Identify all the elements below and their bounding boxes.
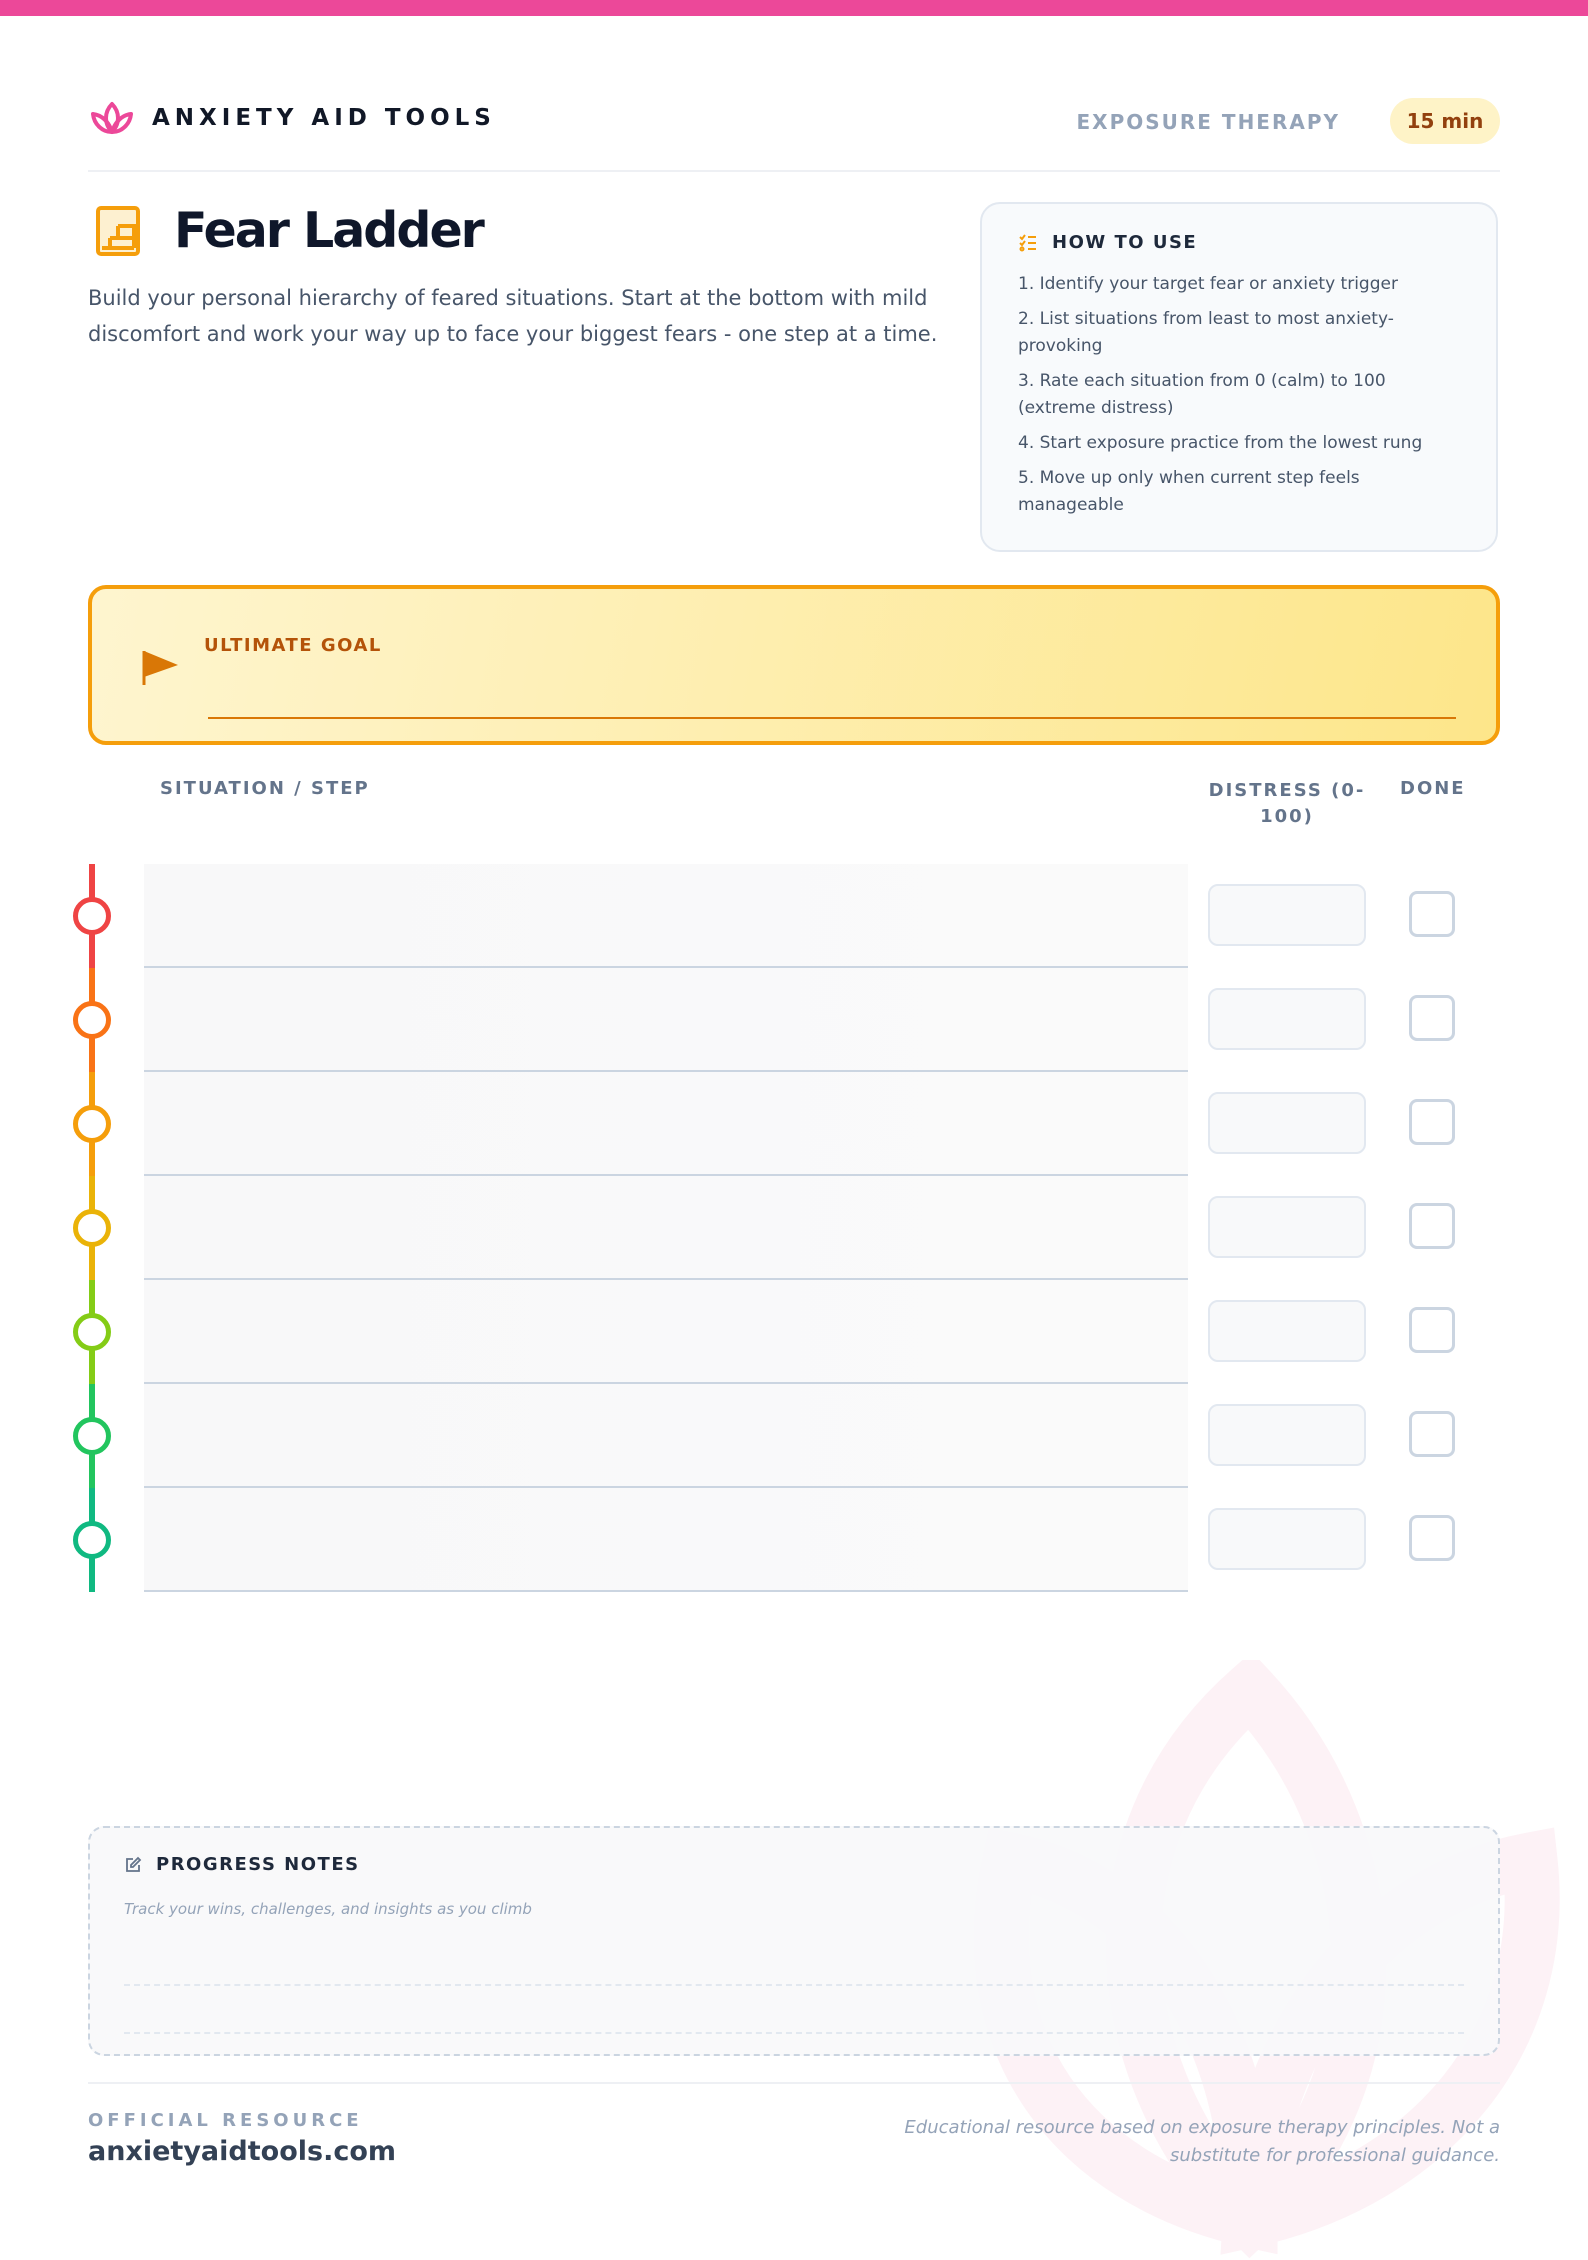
rung-marker xyxy=(73,1521,111,1559)
done-checkbox[interactable] xyxy=(1409,1203,1455,1249)
step-item: 1. Identify your target fear or anxiety trigger xyxy=(1018,274,1398,294)
step-item: 4. Start exposure practice from the lowest rung xyxy=(1018,433,1423,453)
rung-marker xyxy=(73,1001,111,1039)
ladder-rung xyxy=(0,864,1588,968)
brand xyxy=(88,98,496,138)
top-accent-bar xyxy=(0,0,1588,16)
done-checkbox[interactable] xyxy=(1409,891,1455,937)
brand-name: ANXIETY AID TOOLS xyxy=(152,105,496,131)
duration-badge: 15 min xyxy=(1390,98,1500,144)
column-header-distress: DISTRESS (0-100) xyxy=(1208,780,1366,827)
footer-disclaimer: Educational resource based on exposure therapy principles. Not a substitute for professional guidance. xyxy=(904,2117,1500,2166)
rung-marker xyxy=(73,1313,111,1351)
distress-input[interactable] xyxy=(1208,988,1366,1050)
distress-input[interactable] xyxy=(1208,1404,1366,1466)
rung-marker xyxy=(73,1105,111,1143)
step-item: 3. Rate each situation from 0 (calm) to 100 (extreme distress) xyxy=(1018,371,1386,418)
ladder-rung xyxy=(0,968,1588,1072)
ladder-rung xyxy=(0,1072,1588,1176)
lotus-icon xyxy=(88,98,136,138)
step-item: 2. List situations from least to most anxiety-provoking xyxy=(1018,309,1394,356)
title-row xyxy=(88,200,483,260)
category-label: EXPOSURE THERAPY xyxy=(1076,110,1340,134)
done-checkbox[interactable] xyxy=(1409,1411,1455,1457)
done-checkbox[interactable] xyxy=(1409,995,1455,1041)
progress-notes-card xyxy=(88,1826,1500,2056)
notes-input-line[interactable] xyxy=(124,1984,1464,1986)
step-item: 5. Move up only when current step feels manageable xyxy=(1018,468,1360,515)
rung-marker xyxy=(73,1417,111,1455)
done-checkbox[interactable] xyxy=(1409,1099,1455,1145)
distress-input[interactable] xyxy=(1208,884,1366,946)
how-to-use-steps xyxy=(1018,271,1460,519)
ladder-rung xyxy=(0,1280,1588,1384)
ultimate-goal-card xyxy=(88,585,1500,745)
rung-marker xyxy=(73,897,111,935)
how-to-use-header xyxy=(1018,232,1460,253)
situation-input[interactable] xyxy=(144,1590,1188,1592)
edit-icon xyxy=(124,1856,142,1874)
page-title: Fear Ladder xyxy=(174,201,483,259)
footer-divider xyxy=(88,2082,1500,2084)
header xyxy=(88,98,1500,172)
done-checkbox[interactable] xyxy=(1409,1515,1455,1561)
column-header-situation: SITUATION / STEP xyxy=(160,778,370,799)
flag-icon xyxy=(138,645,180,689)
ladder-rung xyxy=(0,1488,1588,1592)
distress-input[interactable] xyxy=(1208,1092,1366,1154)
rung-marker xyxy=(73,1209,111,1247)
stairs-icon xyxy=(88,200,148,260)
how-to-use-card xyxy=(980,202,1498,552)
done-checkbox[interactable] xyxy=(1409,1307,1455,1353)
progress-notes-hint: Track your wins, challenges, and insights as you climb xyxy=(124,1900,532,1918)
progress-notes-title: PROGRESS NOTES xyxy=(156,1854,360,1875)
footer-label: OFFICIAL RESOURCE xyxy=(88,2110,363,2131)
column-header-done: DONE xyxy=(1400,778,1466,799)
how-to-use-title: HOW TO USE xyxy=(1052,232,1198,253)
distress-input[interactable] xyxy=(1208,1196,1366,1258)
ladder-rung xyxy=(0,1384,1588,1488)
notes-input-line[interactable] xyxy=(124,2032,1464,2034)
ladder-rung xyxy=(0,1176,1588,1280)
ultimate-goal-input[interactable] xyxy=(208,717,1456,719)
footer-site-link[interactable]: anxietyaidtools.com xyxy=(88,2136,397,2167)
ultimate-goal-label: ULTIMATE GOAL xyxy=(204,635,382,656)
intro-text: Build your personal hierarchy of feared situations. Start at the bottom with mild discomfort and work your way up to face your biggest fears - one step at a time. xyxy=(88,286,938,346)
list-icon xyxy=(1018,233,1038,253)
distress-input[interactable] xyxy=(1208,1508,1366,1570)
distress-input[interactable] xyxy=(1208,1300,1366,1362)
